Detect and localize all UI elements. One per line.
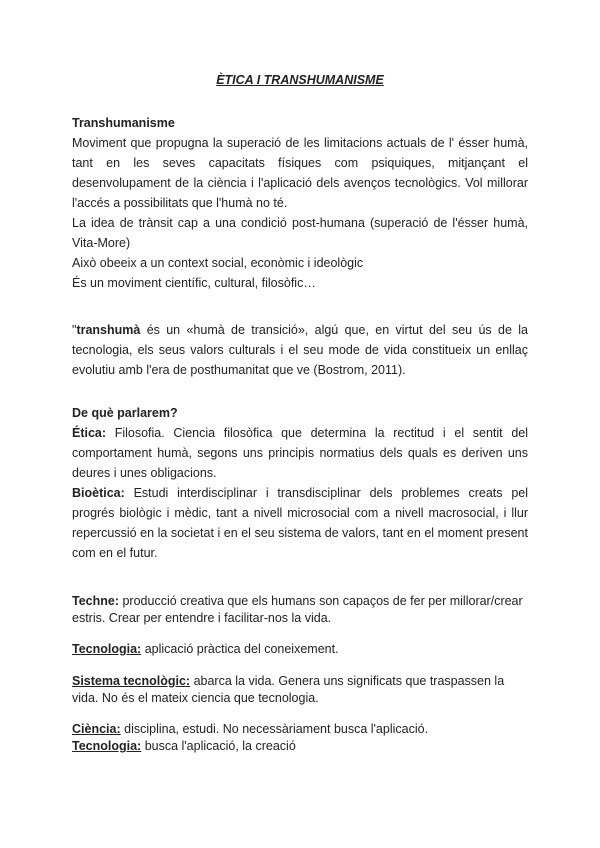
transhumanisme-paragraph-3: Això obeeix a un context social, econòmic i ideològic (72, 256, 364, 270)
transhumanisme-section (72, 113, 528, 293)
topics-section (72, 403, 528, 563)
transhumanisme-paragraph-1: Moviment que propugna la superació de les limitacions actuals de l' ésser humà, tant en les seves capacitats físiques com psiquiques, mitjançant el desenvolupament de la ciència i l'aplicació dels avenços tecnològics. Vol millorar l'accés a possibilitats que l'humà no té. (72, 136, 528, 210)
techne-text: producció creativa que els humans son capaços de fer per millorar/crear estris. Crear per entendre i facilitar-nos la vida. (72, 594, 523, 625)
document-title: ÈTICA I TRANSHUMANISME (216, 73, 384, 87)
tecnologia-definition-1 (72, 641, 528, 658)
ciencia-definition (72, 721, 528, 738)
transhumanisme-paragraph-2: La idea de trànsit cap a una condició post-humana (superació de l'ésser humà, Vita-More) (72, 216, 528, 250)
tecnologia-label-2: Tecnologia: (72, 739, 142, 753)
sistema-tecnologic-definition (72, 673, 528, 707)
etica-definition (72, 423, 528, 483)
transhuma-term: transhumà (76, 323, 141, 337)
ciencia-label: Ciència: (72, 722, 121, 736)
bioetica-text: Estudi interdisciplinar i transdisciplinar dels problemes creats pel progrés biològic i mèdic, tant a nivell microsocial com a nivell macrosocial, i llur repercussió en la societat i en el seu sistema de valors, tant en el moment present com en el futur. (72, 486, 528, 560)
sistema-tecnologic-text: abarca la vida. Genera uns significats que traspassen la vida. No és el mateix ciencia que tecnologia. (72, 674, 505, 705)
topics-heading: De què parlarem? (72, 406, 178, 420)
bioetica-label: Bioètica: (72, 486, 125, 500)
tecnologia-text-1: aplicació pràctica del coneixement. (141, 642, 339, 656)
etica-text: Filosofia. Ciencia filosòfica que determina la rectitud i el sentit del comportament humà, segons uns principis normatius dels quals es deriven uns deures i unes obligacions. (72, 426, 528, 480)
ciencia-tecnologia-definitions (72, 721, 528, 755)
ciencia-text: disciplina, estudi. No necessàriament busca l'aplicació. (120, 722, 429, 736)
etica-label: Ética: (72, 426, 107, 440)
transhuma-definition (72, 320, 528, 380)
transhumanisme-paragraph-4: És un moviment científic, cultural, filosòfic… (72, 276, 316, 290)
tecnologia-text-2: busca l'aplicació, la creació (141, 739, 296, 753)
tecnologia-label-1: Tecnologia: (72, 642, 142, 656)
quote-prefix: " (72, 323, 77, 337)
transhuma-text: és un «humà de transició», algú que, en virtut del seu ús de la tecnologia, els seus valors culturals i el seu mode de vida constitueix un enllaç evolutiu amb l'era de posthumanitat que ve (Bostrom, 2011). (72, 323, 528, 377)
transhumanisme-heading: Transhumanisme (72, 116, 175, 130)
sistema-tecnologic-label: Sistema tecnològic: (72, 674, 191, 688)
tecnologia-definition-2 (72, 738, 528, 755)
techne-label: Techne: (72, 594, 119, 608)
techne-definition (72, 593, 528, 627)
bioetica-definition (72, 483, 528, 563)
